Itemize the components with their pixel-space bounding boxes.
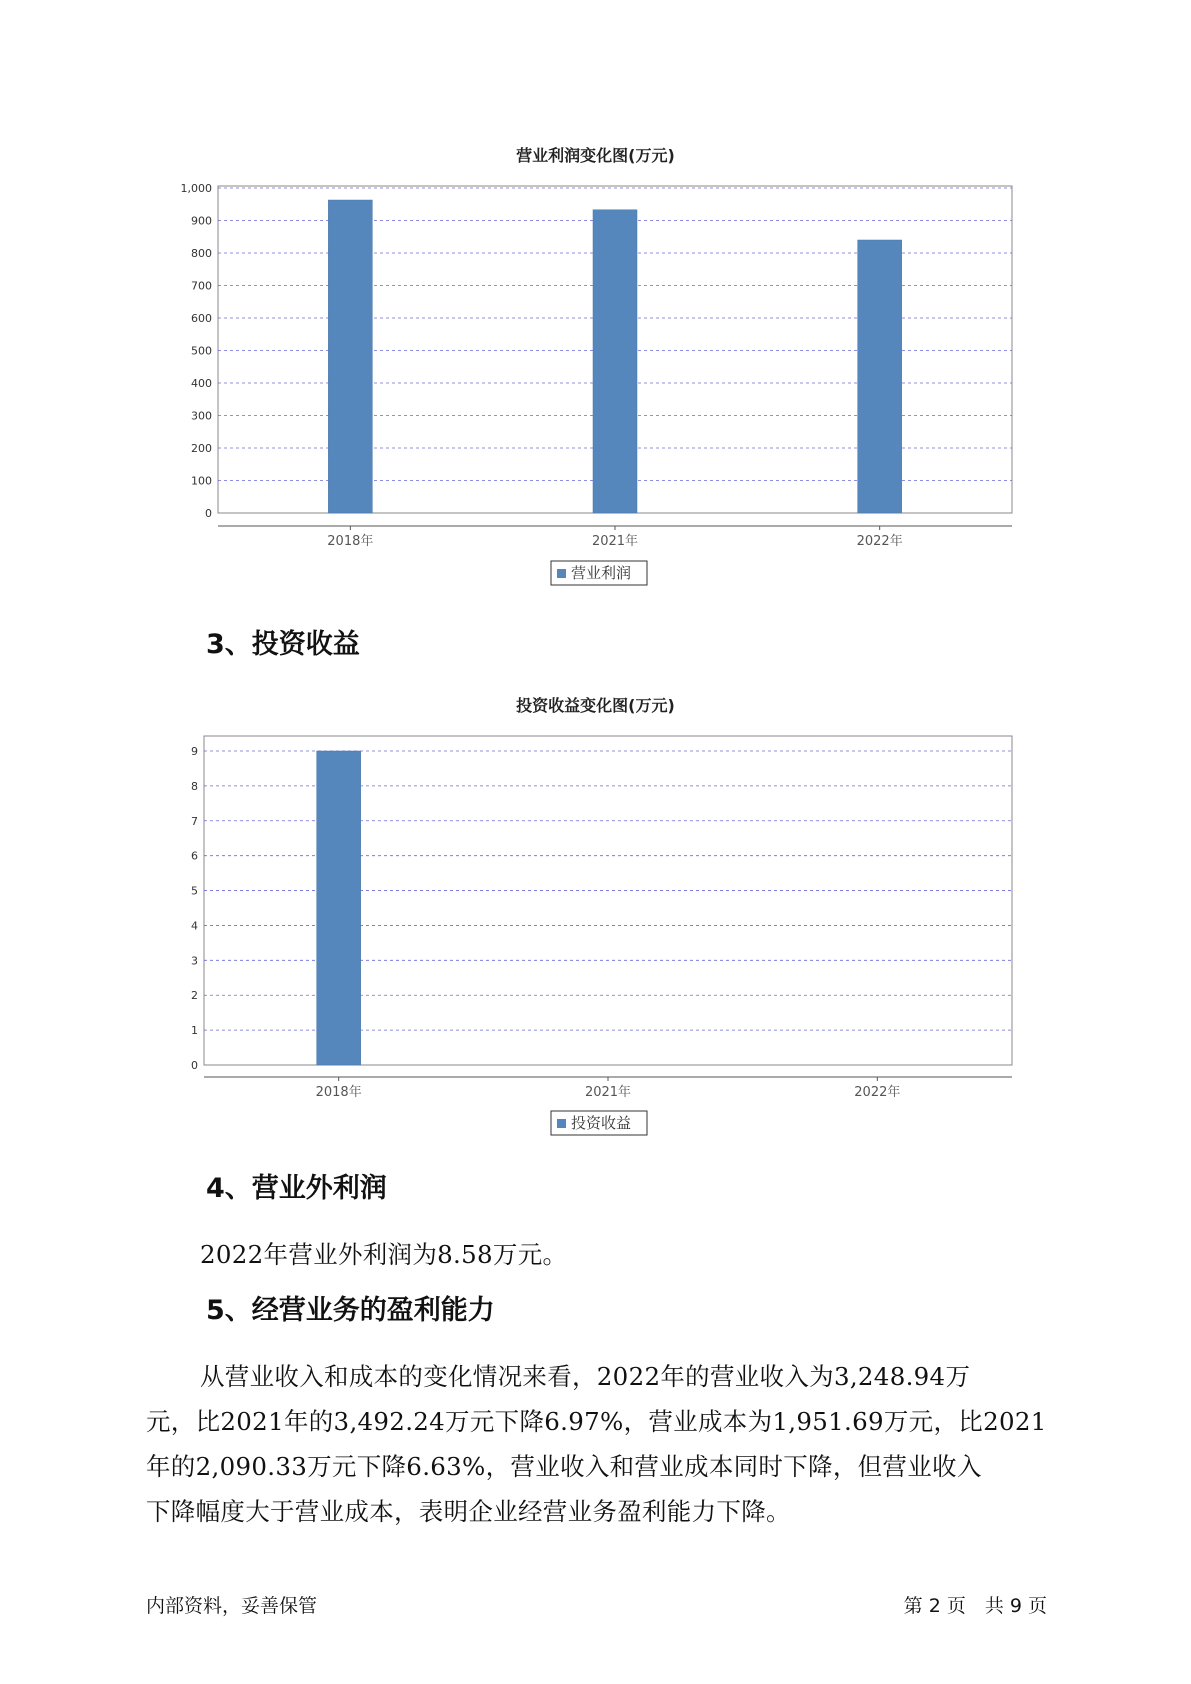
section-3-heading: 3、投资收益 — [206, 629, 360, 660]
y-tick-label: 600 — [191, 312, 212, 325]
legend-label: 投资收益 — [571, 1114, 632, 1132]
legend-label: 营业利润 — [571, 564, 632, 582]
invest-chart-title: 投资收益变化图(万元) — [516, 696, 675, 715]
profit-chart-title: 营业利润变化图(万元) — [516, 146, 675, 165]
section-4-paragraph: 2022年营业外利润为8.58万元。 — [200, 1240, 568, 1269]
x-tick-label: 2021年 — [584, 1085, 632, 1100]
x-tick-label: 2018年 — [315, 1085, 362, 1100]
footer-page-number: 第 2 页 共 9 页 — [903, 1595, 1047, 1617]
y-tick-label: 7 — [191, 814, 198, 828]
footer-left: 内部资料，妥善保管 — [146, 1595, 318, 1617]
section-5-line-4: 下降幅度大于营业成本，表明企业经营业务盈利能力下降。 — [146, 1497, 791, 1526]
y-tick-label: 300 — [191, 409, 212, 423]
y-tick-label: 1,000 — [180, 182, 212, 195]
y-tick-label: 0 — [191, 1059, 198, 1072]
y-tick-label: 500 — [191, 344, 212, 358]
y-tick-label: 3 — [191, 954, 198, 968]
section-5-line-2: 元，比2021年的3,492.24万元下降6.97%，营业成本为1,951.69万元，比2021 — [146, 1407, 1047, 1436]
section-5-line-1: 从营业收入和成本的变化情况来看，2022年的营业收入为3,248.94万 — [200, 1362, 971, 1391]
y-tick-label: 0 — [205, 507, 212, 520]
legend-swatch — [557, 1119, 566, 1128]
y-tick-label: 6 — [191, 849, 198, 863]
y-tick-label: 5 — [191, 884, 198, 898]
section-4-heading: 4、营业外利润 — [206, 1173, 387, 1204]
y-tick-label: 2 — [191, 989, 198, 1003]
section-5-line-3: 年的2,090.33万元下降6.63%，营业收入和营业成本同时下降，但营业收入 — [146, 1452, 982, 1481]
y-tick-label: 4 — [191, 919, 198, 933]
x-tick-label: 2022年 — [854, 1085, 901, 1100]
y-tick-label: 9 — [191, 745, 198, 758]
y-tick-label: 8 — [191, 779, 198, 793]
x-tick-label: 2021年 — [591, 534, 639, 549]
x-tick-label: 2022年 — [856, 534, 903, 549]
y-tick-label: 400 — [191, 377, 212, 390]
y-tick-label: 800 — [191, 247, 212, 260]
y-tick-label: 900 — [191, 214, 212, 228]
y-tick-label: 1 — [191, 1024, 198, 1038]
bar — [317, 751, 361, 1065]
y-tick-label: 100 — [191, 474, 212, 488]
section-5-heading: 5、经营业务的盈利能力 — [206, 1295, 495, 1326]
y-tick-label: 200 — [191, 442, 212, 455]
y-tick-label: 700 — [191, 279, 212, 293]
x-tick-label: 2018年 — [327, 534, 374, 549]
